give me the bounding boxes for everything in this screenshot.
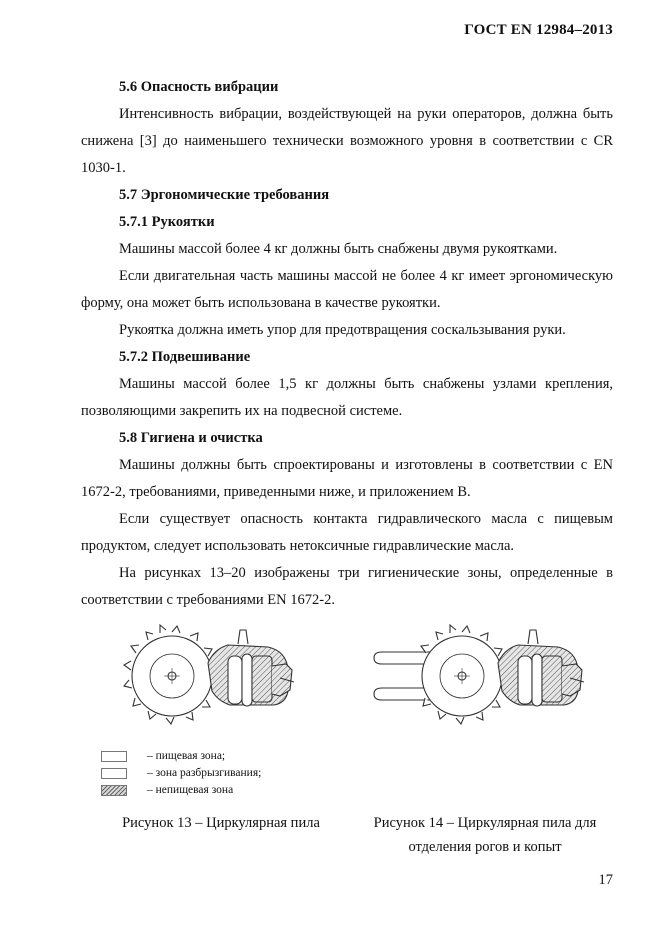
figure-14-caption-line2: отделения рогов и копыт [408, 839, 562, 855]
splash-zone-swatch [101, 768, 127, 779]
para-5-7-1-c: Рукоятка должна иметь упор для предотвращения соскальзывания руки. [119, 322, 566, 338]
heading-5-7-2: 5.7.2 Подвешивание [119, 349, 251, 365]
legend-food-zone-label: – пищевая зона; [147, 750, 226, 762]
figure-14-caption [355, 811, 615, 859]
heading-5-8: 5.8 Гигиена и очистка [119, 430, 263, 446]
heading-5-7-1: 5.7.1 Рукоятки [119, 214, 215, 230]
para-5-6: Интенсивность вибрации, воздействующей на руки операторов, должна быть снижена [3] до наименьшего технически возможного уровня в соответствии с CR 1030-1. [81, 106, 613, 176]
legend-non-food-zone-label: – непищевая зона [147, 784, 234, 796]
para-5-7-2: Машины массой более 1,5 кг должны быть снабжены узлами крепления, позволяющими закрепить их на подвесной системе. [81, 376, 613, 419]
para-5-7-1-a: Машины массой более 4 кг должны быть снабжены двумя рукоятками. [119, 241, 558, 257]
legend-splash-zone [101, 766, 261, 780]
figure-13-saw-drawing [120, 618, 330, 738]
figure-14-saw-drawing [372, 618, 602, 738]
para-5-7-1-b: Если двигательная часть машины массой не более 4 кг имеет эргономическую форму, она может быть использована в качестве рукоятки. [81, 268, 613, 311]
figure-14-caption-line1: Рисунок 14 – Циркулярная пила для [373, 815, 597, 831]
heading-5-7: 5.7 Эргономические требования [119, 187, 330, 203]
non-food-zone-swatch [101, 785, 127, 796]
legend-non-food-zone [101, 783, 233, 797]
para-5-8-c: На рисунках 13–20 изображены три гигиенические зоны, определенные в соответствии с требованиями EN 1672-2. [81, 565, 613, 608]
food-zone-swatch [101, 751, 127, 762]
para-5-8-a: Машины должны быть спроектированы и изготовлены в соответствии с EN 1672-2, требованиями, приведенными ниже, и приложением B. [81, 457, 613, 500]
para-5-8-b: Если существует опасность контакта гидравлического масла с пищевым продуктом, следует использовать нетоксичные гидравлические масла. [81, 511, 613, 554]
heading-5-6: 5.6 Опасность вибрации [119, 79, 279, 95]
page-number: 17 [598, 872, 613, 888]
legend-food-zone [101, 749, 225, 763]
figure-13-caption: Рисунок 13 – Циркулярная пила [122, 815, 320, 831]
document-id: ГОСТ EN 12984–2013 [464, 22, 613, 38]
legend-splash-zone-label: – зона разбрызгивания; [147, 767, 262, 779]
